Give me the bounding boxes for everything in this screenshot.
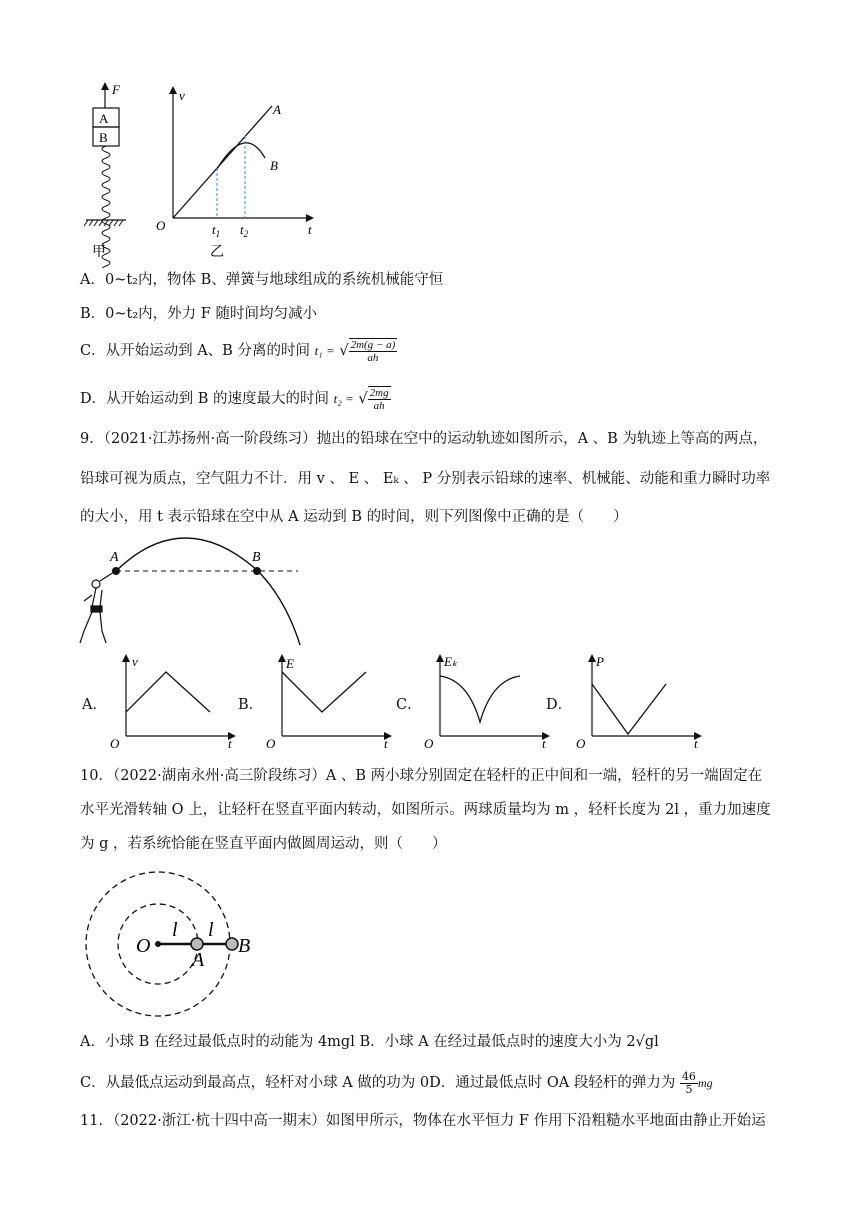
length-l1-label: l [172, 919, 178, 941]
q10-option-cd-text: C．从最低点运动到最高点，轻杆对小球 A 做的功为 0D．通过最低点时 OA 段轻杆的弹力为 [80, 1075, 676, 1091]
graph-b-origin: O [266, 736, 276, 750]
q8-option-c-text: C．从开始运动到 A、B 分离的时间 [80, 343, 310, 359]
axis-t: t [308, 222, 312, 237]
graph-d-t: t [694, 736, 698, 750]
q8-option-d-num: 2mg [369, 387, 389, 399]
graph-a-t: t [228, 736, 232, 750]
graph-b-t: t [384, 736, 388, 750]
sqrt-symbol: √ [358, 391, 368, 407]
q9-line-1: 9．（2021·江苏扬州·高一阶段练习）抛出的铅球在空中的运动轨迹如图所示，A 、B 为轨迹上等高的两点， [80, 431, 768, 447]
q9-trajectory-figure [76, 535, 316, 650]
sqrt-symbol: √ [339, 343, 349, 359]
q8-option-c-fraction [349, 338, 398, 364]
q10-option-ab: A．小球 B 在经过最低点时的动能为 4mgl B．小球 A 在经过最低点时的速度大小为 2√gl [80, 1034, 659, 1050]
graph-d-axis: P [596, 654, 604, 669]
q10-option-d-den: 5 [685, 1082, 693, 1096]
q9-graph-d [570, 650, 710, 750]
q9-graph-b [260, 650, 400, 750]
block-a-label: A [99, 111, 109, 126]
t2-label: t [240, 222, 244, 237]
q10-figure [80, 860, 320, 1030]
athlete-icon [80, 572, 114, 643]
q8-option-d-den: ah [373, 400, 385, 412]
svg-text:t2 [240, 222, 249, 239]
q10-line-3: 为 g ，若系统恰能在竖直平面内做圆周运动，则（ ） [80, 836, 447, 852]
t1-sub: 1 [215, 229, 221, 239]
q10-line-2: 水平光滑转轴 O 上，让轻杆在竖直平面内转动，如图所示。两球质量均为 m ，轻杆长度为 2l ，重力加速度 [80, 802, 771, 818]
q10-option-d-fraction [680, 1071, 698, 1096]
q8-option-c-lhs: t₁ = [314, 343, 335, 358]
label-yi: 乙 [210, 245, 224, 260]
force-label: F [112, 82, 120, 97]
q10-option-cd [80, 1068, 713, 1098]
q9-option-c-label: C． [396, 697, 422, 713]
q8-option-d [80, 384, 391, 414]
q9-line-3: 的大小，用 t 表示铅球在空中从 A 运动到 B 的时间，则下列图像中正确的是（ ） [80, 509, 628, 525]
q8-option-d-lhs: t₂ = [333, 391, 354, 406]
q8-option-d-text: D．从开始运动到 B 的速度最大的时间 [80, 391, 329, 407]
q8-option-c-num: 2m(g − a) [350, 339, 396, 351]
label-jia: 甲 [92, 245, 106, 260]
graph-b-axis: E [286, 656, 294, 671]
q8-figure [80, 78, 340, 268]
t1-label: t [212, 222, 216, 237]
curve-a-label: A [273, 102, 281, 117]
q10-option-d-num: 46 [681, 1069, 696, 1083]
q9-option-a-label: A． [82, 697, 107, 713]
ball-a-label: A [192, 949, 205, 971]
q8-option-d-fraction [368, 386, 391, 412]
graph-d-origin: O [576, 736, 586, 750]
q8-option-a: A．0~t₂内，物体 B、弹簧与地球组成的系统机械能守恒 [80, 272, 444, 288]
graph-a-origin: O [110, 736, 120, 750]
q9-option-d-label: D． [546, 697, 573, 713]
graph-c-origin: O [424, 736, 434, 750]
curve-b-label: B [270, 158, 278, 173]
point-a-label: A [110, 550, 119, 565]
graph-c-t: t [542, 736, 546, 750]
q10-line-1: 10．（2022·湖南永州·高三阶段练习）A 、B 两小球分别固定在轻杆的正中间和一端，轻杆的另一端固定在 [80, 768, 763, 784]
q8-option-c-den: ah [367, 352, 379, 364]
point-b-label: B [252, 550, 261, 565]
q9-graph-c [418, 650, 558, 750]
q8-option-c [80, 336, 397, 366]
q9-line-2: 铅球可视为质点，空气阻力不计．用 v 、 E 、 Eₖ 、 P 分别表示铅球的速率、机械能、动能和重力瞬时功率 [80, 471, 771, 487]
q8-option-b: B．0~t₂内，外力 F 随时间均匀减小 [80, 306, 317, 322]
graph-c-axis: Eₖ [444, 654, 458, 669]
ball-b-label: B [238, 935, 251, 957]
svg-text:t1 [212, 222, 220, 239]
length-l2-label: l [208, 919, 214, 941]
axis-v: v [179, 88, 185, 103]
origin: O [156, 218, 166, 233]
t2-sub: 2 [243, 229, 249, 239]
pivot-o-label: O [136, 935, 151, 957]
q9-graph-a [104, 650, 244, 750]
graph-a-axis: v [132, 654, 138, 669]
q10-option-d-tail: mg [697, 1076, 713, 1090]
q9-option-b-label: B． [238, 697, 264, 713]
q11-line-1: 11．（2022·浙江·杭十四中高一期末）如图甲所示，物体在水平恒力 F 作用下沿粗糙水平地面由静止开始运 [80, 1113, 766, 1129]
block-b-label: B [99, 130, 108, 145]
